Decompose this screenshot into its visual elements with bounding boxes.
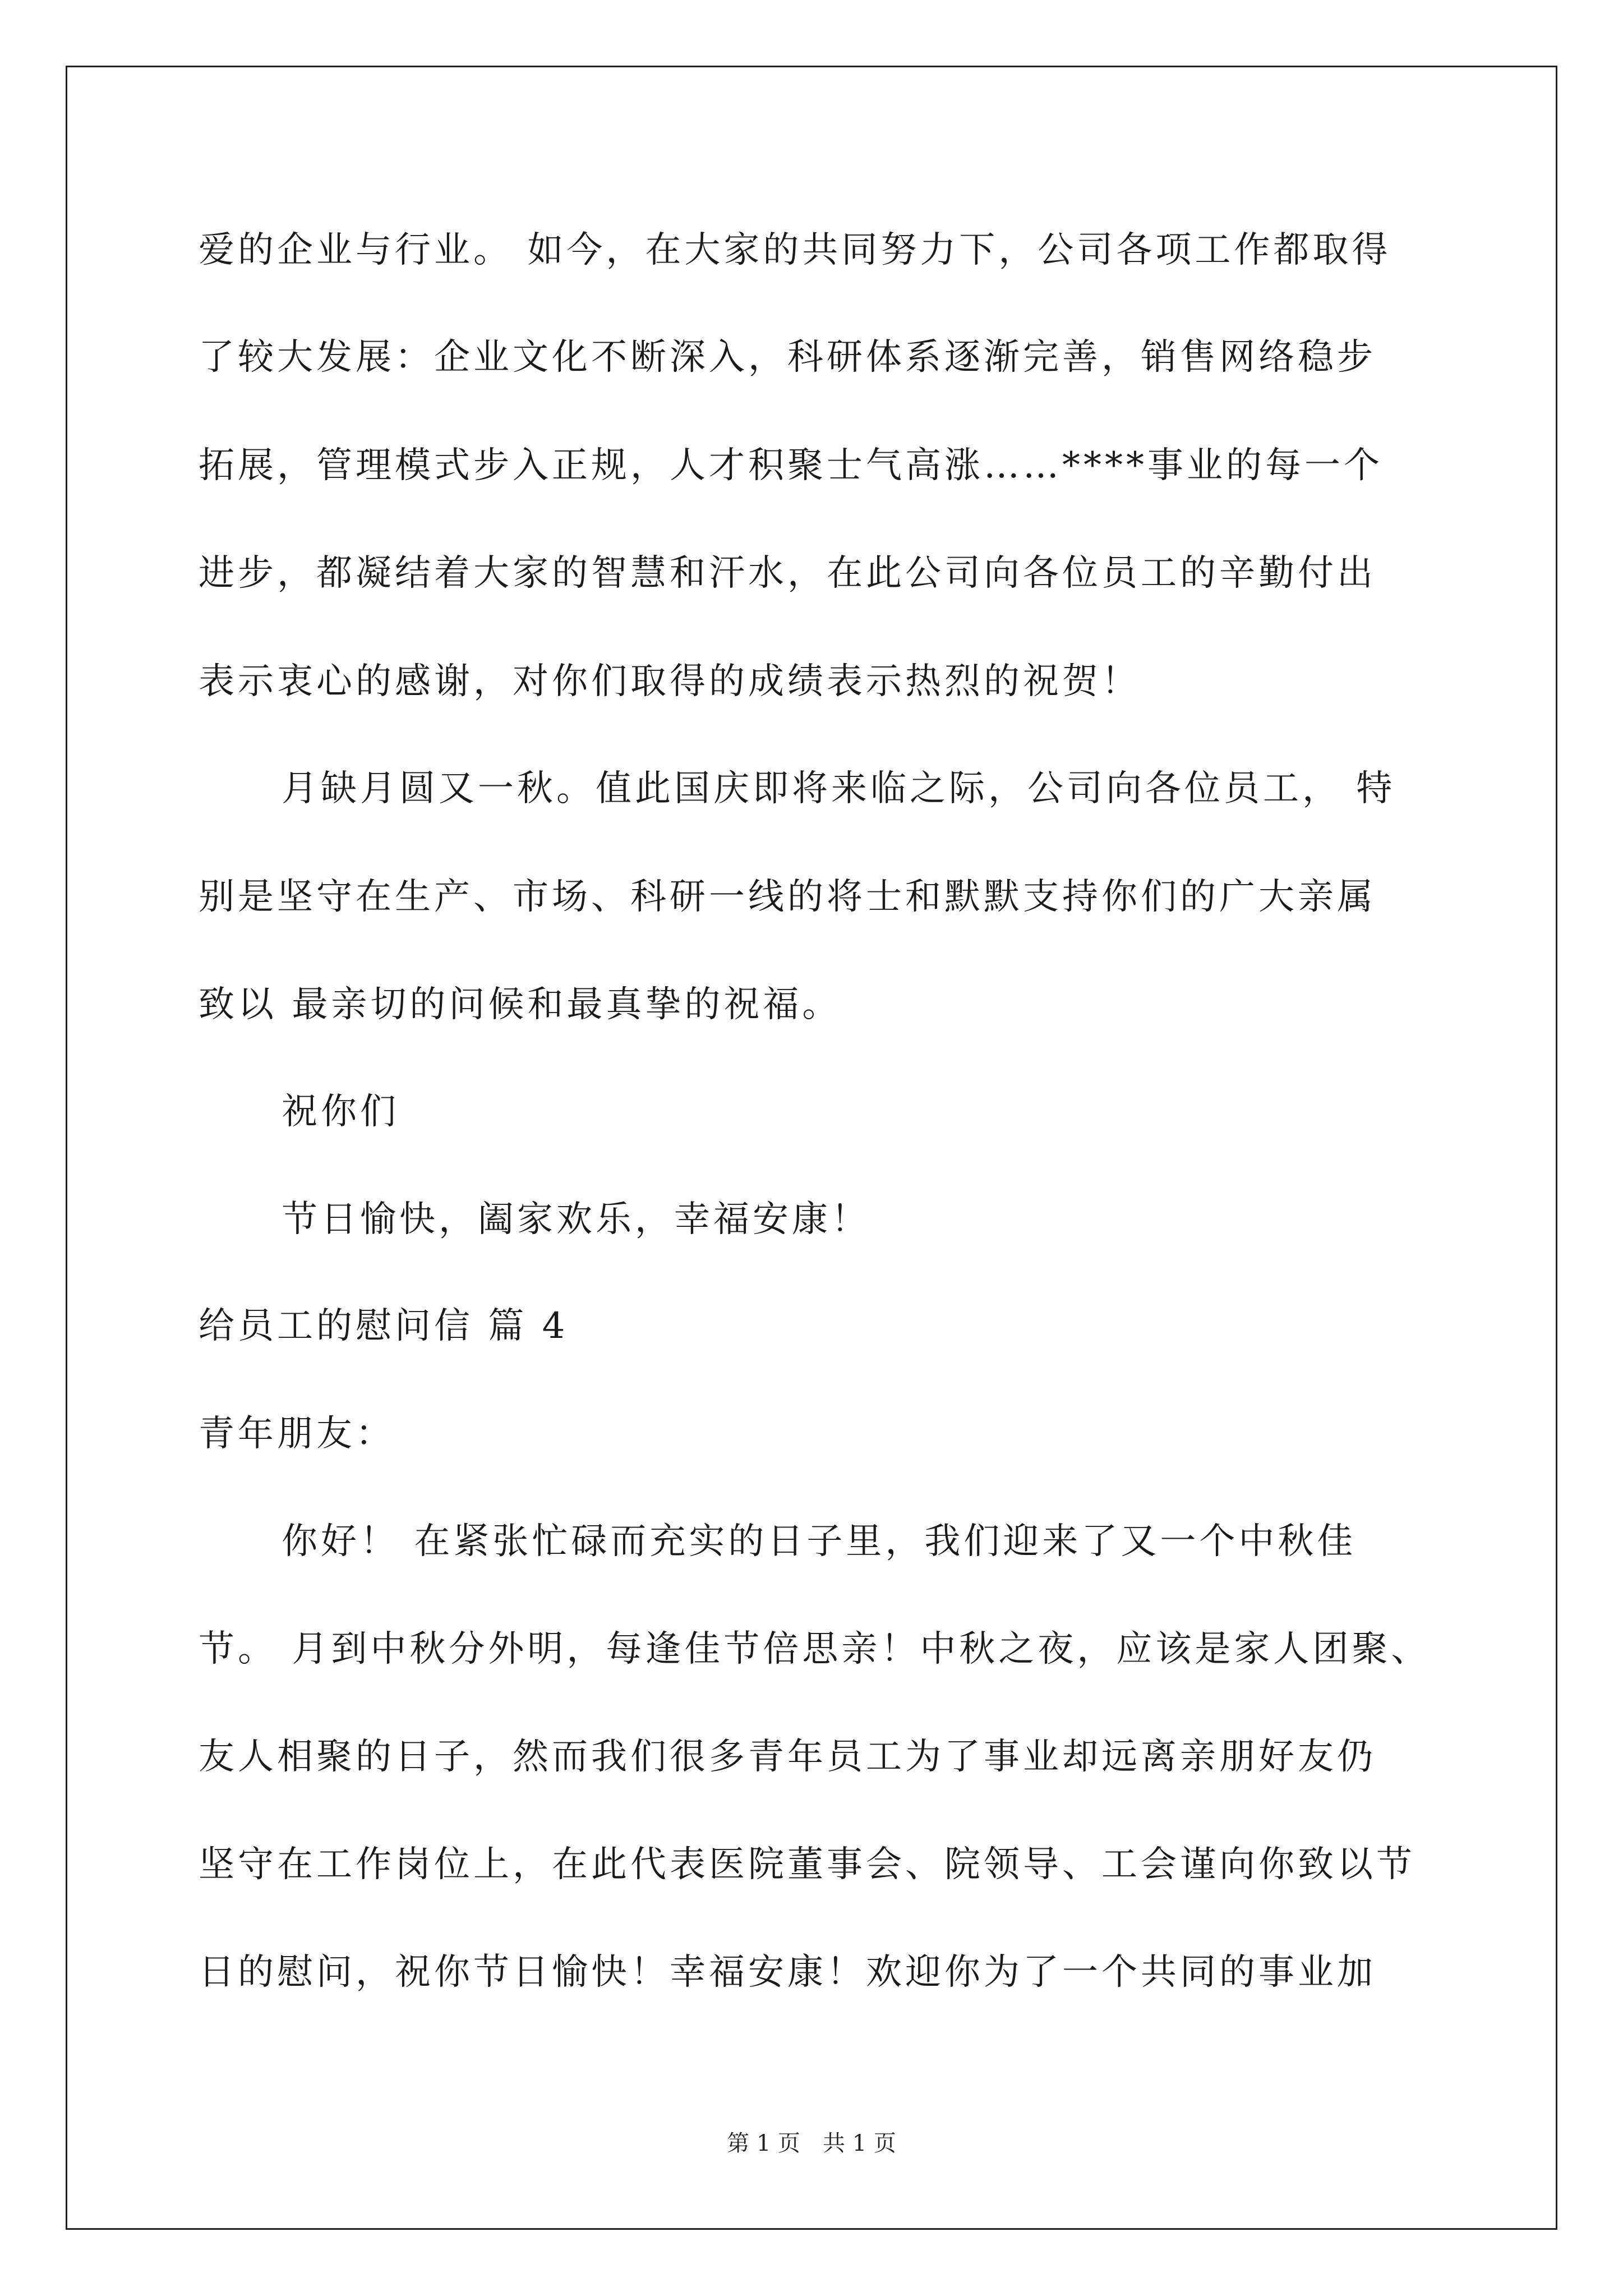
body-line: 坚守在工作岗位上，在此代表医院董事会、院领导、工会谨向你致以节 (199, 1844, 1415, 1885)
page-footer (0, 2129, 1623, 2157)
body-line: 进步，都凝结着大家的智慧和汗水，在此公司向各位员工的辛勤付出 (199, 553, 1376, 594)
closing-salutation: 祝你们 (282, 1091, 399, 1133)
body-line: 了较大发展：企业文化不断深入，科研体系逐渐完善，销售网络稳步 (199, 337, 1376, 378)
body-line: 致以 最亲切的问候和最真挚的祝福。 (199, 984, 842, 1025)
body-line: 别是坚守在生产、市场、科研一线的将士和默默支持你们的广大亲属 (199, 876, 1376, 918)
letter-greeting: 青年朋友： (199, 1413, 395, 1455)
paragraph-start-line: 月缺月圆又一秋。值此国庆即将来临之际，公司向各位员工， 特 (282, 768, 1396, 809)
page-total: 共 1 页 (823, 2131, 896, 2156)
body-line: 表示衷心的感谢，对你们取得的成绩表示热烈的祝贺！ (199, 661, 1141, 702)
section-heading: 给员工的慰问信 篇 4 (199, 1305, 569, 1347)
closing-wishes: 节日愉快，阖家欢乐，幸福安康！ (282, 1199, 870, 1240)
page-number: 第 1 页 (727, 2131, 800, 2156)
body-line: 拓展，管理模式步入正规，人才积聚士气高涨……****事业的每一个 (199, 445, 1383, 486)
body-line: 节。 月到中秋分外明，每逢佳节倍思亲！中秋之夜，应该是家人团聚、 (199, 1628, 1431, 1670)
body-line: 日的慰问，祝你节日愉快！幸福安康！欢迎你为了一个共同的事业加 (199, 1952, 1376, 1993)
paragraph-start-line: 你好！ 在紧张忙碌而充实的日子里，我们迎来了又一个中秋佳 (282, 1521, 1357, 1562)
body-line: 爱的企业与行业。 如今，在大家的共同努力下，公司各项工作都取得 (199, 229, 1391, 271)
body-line: 友人相聚的日子，然而我们很多青年员工为了事业却远离亲朋好友仍 (199, 1736, 1376, 1778)
page-border (66, 66, 1557, 2230)
